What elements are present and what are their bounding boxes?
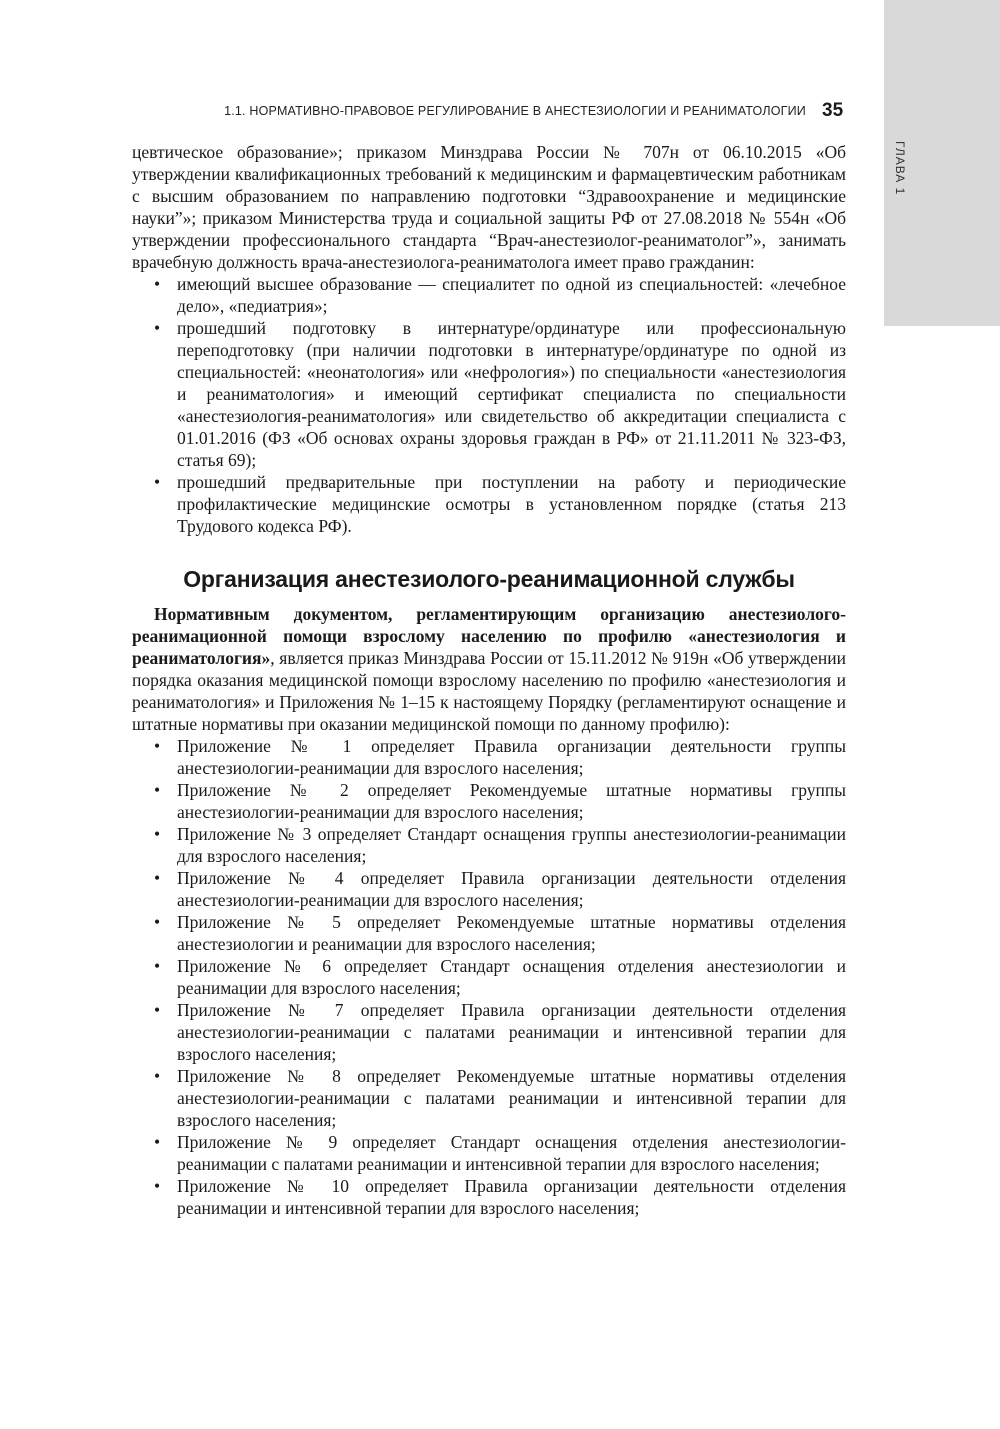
bullet-icon: • bbox=[154, 1132, 161, 1152]
bullet-icon: • bbox=[154, 780, 161, 800]
list-item bbox=[132, 779, 846, 823]
list-item-text: Приложение № 5 определяет Рекомендуемые штатные нормативы отделения анестезиологии и реанимации для взрослого населения; bbox=[177, 912, 846, 954]
bullet-icon: • bbox=[154, 472, 161, 492]
bullet-icon: • bbox=[154, 824, 161, 844]
list-item bbox=[132, 955, 846, 999]
page-number: 35 bbox=[822, 100, 844, 121]
list-item-text: имеющий высшее образование — специалитет по одной из специальностей: «лечебное дело», «педиатрия»; bbox=[177, 274, 846, 316]
lead-paragraph bbox=[132, 603, 846, 735]
bullet-icon: • bbox=[154, 912, 161, 932]
list-item bbox=[132, 471, 846, 537]
running-header: 1.1. НОРМАТИВНО-ПРАВОВОЕ РЕГУЛИРОВАНИЕ В АНЕСТЕЗИОЛОГИИ И РЕАНИМАТОЛОГИИ bbox=[224, 104, 806, 118]
list-item bbox=[132, 317, 846, 471]
bullet-icon: • bbox=[154, 868, 161, 888]
list-item bbox=[132, 911, 846, 955]
intro-paragraph: цевтическое образование»; приказом Минздрава России № 707н от 06.10.2015 «Об утверждении квалификационных требований к медицинским и фармацевтическим работникам с высшим образованием по направлению подготовки “Здравоохранение и медицинские науки”»; приказом Министерства труда и социальной защиты РФ от 27.08.2018 № 554н «Об утверждении профессионального стандарта “Врач-анестезиолог-реаниматолог”», занимать врачебную должность врача-анестезиолога-реаниматолога имеет право гражданин: bbox=[132, 142, 846, 272]
list-item-text: прошедший предварительные при поступлении на работу и периодические профилактические медицинские осмотры в установленном порядке (статья 213 Трудового кодекса РФ). bbox=[177, 472, 846, 536]
list-item-text: Приложение № 7 определяет Правила организации деятельности отделения анестезиологии-реанимации с палатами реанимации и интенсивной терапии для взрослого населения; bbox=[177, 1000, 846, 1064]
bullet-icon: • bbox=[154, 1066, 161, 1086]
list-item bbox=[132, 999, 846, 1065]
list-item bbox=[132, 823, 846, 867]
bullet-icon: • bbox=[154, 318, 161, 338]
list-item-text: Приложение № 1 определяет Правила организации деятельности группы анестезиологии-реанимации для взрослого населения; bbox=[177, 736, 846, 778]
list-item bbox=[132, 735, 846, 779]
chapter-tab-label: ГЛАВА 1 bbox=[893, 141, 907, 196]
requirements-list bbox=[132, 273, 846, 537]
list-item-text: Приложение № 6 определяет Стандарт оснащения отделения анестезиологии и реанимации для взрослого населения; bbox=[177, 956, 846, 998]
list-item-text: Приложение № 9 определяет Стандарт оснащения отделения анестезиологии-реанимации с палатами реанимации и интенсивной терапии для взрослого населения; bbox=[177, 1132, 846, 1174]
bullet-icon: • bbox=[154, 1000, 161, 1020]
list-item bbox=[132, 1175, 846, 1219]
bullet-icon: • bbox=[154, 274, 161, 294]
bullet-icon: • bbox=[154, 736, 161, 756]
appendix-list bbox=[132, 735, 846, 1219]
list-item bbox=[132, 273, 846, 317]
list-item bbox=[132, 1131, 846, 1175]
page-body bbox=[132, 141, 846, 1219]
bullet-icon: • bbox=[154, 956, 161, 976]
bullet-icon: • bbox=[154, 1176, 161, 1196]
list-item-text: Приложение № 8 определяет Рекомендуемые штатные нормативы отделения анестезиологии-реанимации с палатами реанимации и интенсивной терапии для взрослого населения; bbox=[177, 1066, 846, 1130]
lead-bold-text: Нормативным документом, регламентирующим организацию анестезиолого-реанимационной помощи взрослому населению по профилю «анестезиология и реаниматология» bbox=[132, 604, 846, 668]
list-item-text: Приложение № 2 определяет Рекомендуемые штатные нормативы группы анестезиологии-реанимации для взрослого населения; bbox=[177, 780, 846, 822]
lead-rest-text: , является приказ Минздрава России от 15.11.2012 № 919н «Об утверждении порядка оказания медицинской помощи взрослому населению по профилю «анестезиология и реаниматология» и Приложения № 1–15 к настоящему Порядку (регламентируют оснащение и штатные нормативы при оказании медицинской помощи по данному профилю): bbox=[132, 648, 846, 734]
list-item bbox=[132, 1065, 846, 1131]
section-heading: Организация анестезиолого-реанимационной службы bbox=[183, 566, 795, 592]
list-item-text: Приложение № 4 определяет Правила организации деятельности отделения анестезиологии-реанимации для взрослого населения; bbox=[177, 868, 846, 910]
list-item-text: Приложение № 3 определяет Стандарт оснащения группы анестезиологии-реанимации для взрослого населения; bbox=[177, 824, 846, 866]
list-item bbox=[132, 867, 846, 911]
list-item-text: Приложение № 10 определяет Правила организации деятельности отделения реанимации и интенсивной терапии для взрослого населения; bbox=[177, 1176, 846, 1218]
list-item-text: прошедший подготовку в интернатуре/ординатуре или профессиональную переподготовку (при наличии подготовки в интернатуре/ординатуре по одной из специальностей: «неонатология» или «нефрология») по специальности «анестезиология и реаниматология» и имеющий сертификат специалиста по специальности «анестезиология-реаниматология» или свидетельство об аккредитации специалиста с 01.01.2016 (ФЗ «Об основах охраны здоровья граждан в РФ» от 21.11.2011 № 323-ФЗ, статья 69); bbox=[177, 318, 846, 470]
